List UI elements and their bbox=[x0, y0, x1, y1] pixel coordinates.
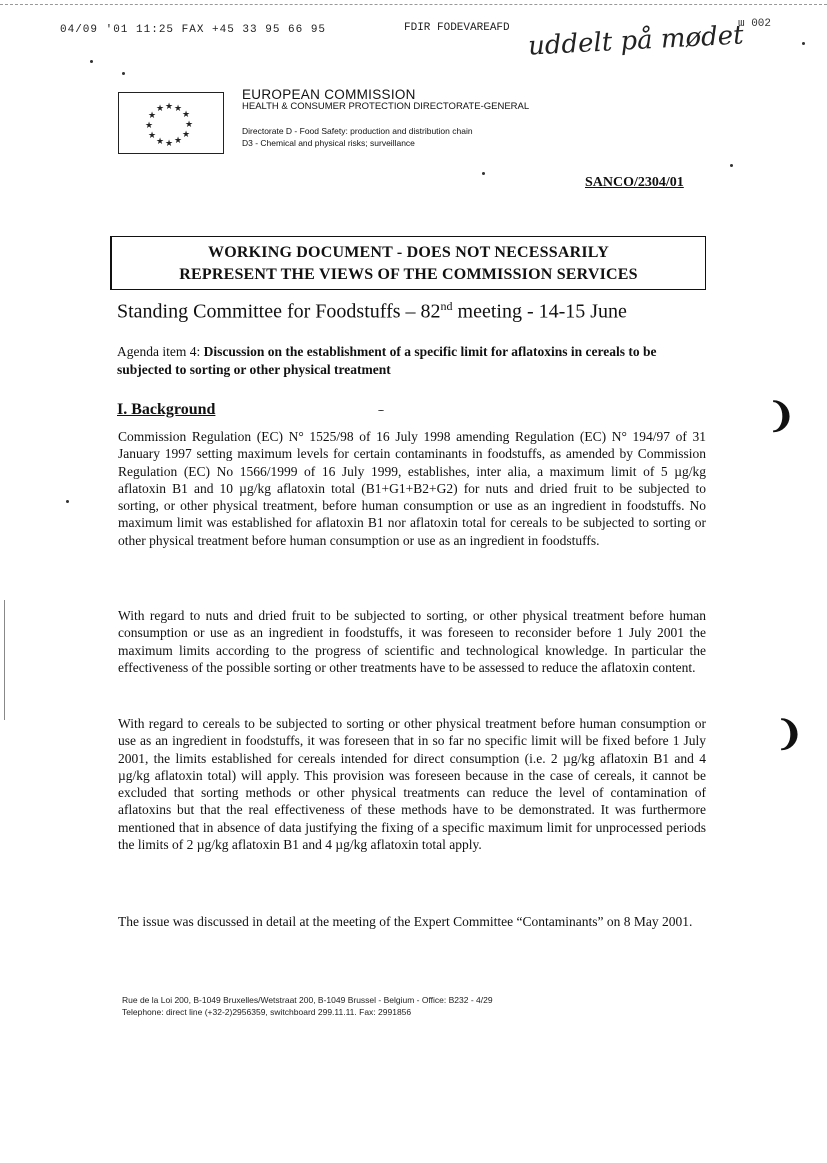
meeting-title bbox=[117, 299, 627, 324]
document-reference bbox=[585, 175, 684, 191]
svg-text:★: ★ bbox=[185, 120, 194, 130]
punch-hole-mark: ❩ bbox=[775, 716, 804, 753]
svg-text:★: ★ bbox=[165, 102, 174, 112]
svg-text:★: ★ bbox=[145, 121, 154, 131]
scan-speck bbox=[802, 42, 805, 45]
scan-speck bbox=[122, 72, 125, 75]
eu-stars-icon bbox=[119, 93, 223, 153]
paragraph-3: With regard to cereals to be subjected to sorting or other physical treatment before human consumption or use as an ingredient in foodstuffs, it was foreseen that in so far no specific limit will be fixed before 1 July 2001, the limits established for cereals intended for direct consumption (i.e. 2 µg/kg aflatoxin B1 and 4 µg/kg aflatoxin total) will apply. This provision was foreseen because in the case of cereals, it cannot be excluded that sorting methods or other physical treatments can reduce the level of contamination of aflatoxins but that the real effectiveness of these methods have to be demonstrated. It was furthermore mentioned that in absence of data justifying the fixing of a specific maximum limit for unprocessed periods the limits of 2 µg/kg aflatoxin B1 and 4 µg/kg aflatoxin total apply. bbox=[118, 716, 706, 853]
agenda-text: Discussion on the establishment of a specific limit for aflatoxins in cereals to be subjected to sorting or other physical treatment bbox=[117, 344, 657, 377]
svg-text:★: ★ bbox=[148, 131, 157, 141]
reference-text: SANCO/2304/01 bbox=[585, 175, 684, 190]
org-name: EUROPEAN COMMISSION bbox=[242, 87, 416, 102]
eu-flag-logo bbox=[118, 92, 224, 154]
meeting-suffix: meeting - 14-15 June bbox=[452, 300, 627, 323]
svg-text:★: ★ bbox=[156, 137, 165, 147]
punch-hole-mark: ❩ bbox=[767, 398, 796, 435]
svg-text:★: ★ bbox=[165, 139, 174, 149]
svg-text:★: ★ bbox=[182, 110, 191, 120]
footer-telephone: Telephone: direct line (+32-2)2956359, switchboard 299.11.11. Fax: 2991856 bbox=[122, 1007, 412, 1017]
scan-speck bbox=[66, 500, 69, 503]
banner-line-1: WORKING DOCUMENT - DOES NOT NECESSARILY bbox=[208, 244, 609, 261]
paragraph-1: Commission Regulation (EC) N° 1525/98 of 16 July 1998 amending Regulation (EC) N° 194/97 of 31 January 1997 setting maximum levels for certain contaminants in foodstuffs, as amended by Commission Regulation (EC) No 1566/1999 of 16 July 1999, establishes, inter alia, a maximum limit of 5 µg/kg aflatoxin B1 and 10 µg/kg aflatoxin total (B1+G1+B2+G2) for nuts and dried fruit to be subjected to sorting, or other physical treatment, before human consumption or use as an ingredient in foodstuffs. No maximum limit was established for aflatoxin B1 nor aflatoxin total for cereals to be subjected to sorting or other physical treatment before human consumption or use as an ingredient in foodstuffs. bbox=[118, 429, 706, 548]
meeting-prefix: Standing Committee for Foodstuffs – 82 bbox=[117, 300, 441, 323]
working-document-banner bbox=[110, 236, 706, 290]
directorate-general: HEALTH & CONSUMER PROTECTION DIRECTORATE-GENERAL bbox=[242, 101, 530, 112]
handwritten-note: uddelt på mødet bbox=[527, 20, 745, 62]
svg-text:★: ★ bbox=[148, 111, 157, 121]
svg-text:★: ★ bbox=[174, 136, 183, 146]
fax-page-number: ɯ 002 bbox=[738, 18, 772, 30]
unit: D3 - Chemical and physical risks; surveillance bbox=[242, 138, 415, 148]
paragraph-2: With regard to nuts and dried fruit to be subjected to sorting, or other physical treatment before human consumption or use as an ingredient in foodstuffs, it was foreseen to reconsider before 1 July 2001 the maximum limits according to the progress of scientific and technological knowledge. In particular the effectiveness of the possible sorting or other treatments have to be assessed to reduce the aflatoxin content. bbox=[118, 608, 706, 675]
meeting-ordinal: nd bbox=[440, 299, 453, 313]
scan-edge-line bbox=[4, 600, 5, 720]
scan-speck bbox=[482, 172, 485, 175]
agenda-item bbox=[117, 343, 707, 379]
banner-line-2: REPRESENT THE VIEWS OF THE COMMISSION SERVICES bbox=[179, 266, 638, 283]
scan-speck bbox=[378, 410, 384, 411]
fax-header-sender: FDIR FODEVAREAFD bbox=[404, 22, 510, 34]
svg-text:★: ★ bbox=[156, 104, 165, 114]
agenda-label: Agenda item 4: bbox=[117, 344, 204, 359]
fax-header-left: 04/09 '01 11:25 FAX +45 33 95 66 95 bbox=[60, 24, 327, 36]
fax-edge-line bbox=[0, 4, 827, 5]
svg-text:★: ★ bbox=[174, 104, 183, 114]
scan-speck bbox=[90, 60, 93, 63]
svg-text:★: ★ bbox=[182, 130, 191, 140]
paragraph-4: The issue was discussed in detail at the meeting of the Expert Committee “Contaminants” on 8 May 2001. bbox=[118, 914, 693, 929]
scan-speck bbox=[730, 164, 733, 167]
footer-address: Rue de la Loi 200, B-1049 Bruxelles/Wetstraat 200, B-1049 Brussel - Belgium - Office: B232 - 4/29 bbox=[122, 995, 493, 1005]
directorate: Directorate D - Food Safety: production and distribution chain bbox=[242, 126, 473, 136]
section-heading: I. Background bbox=[117, 401, 216, 418]
